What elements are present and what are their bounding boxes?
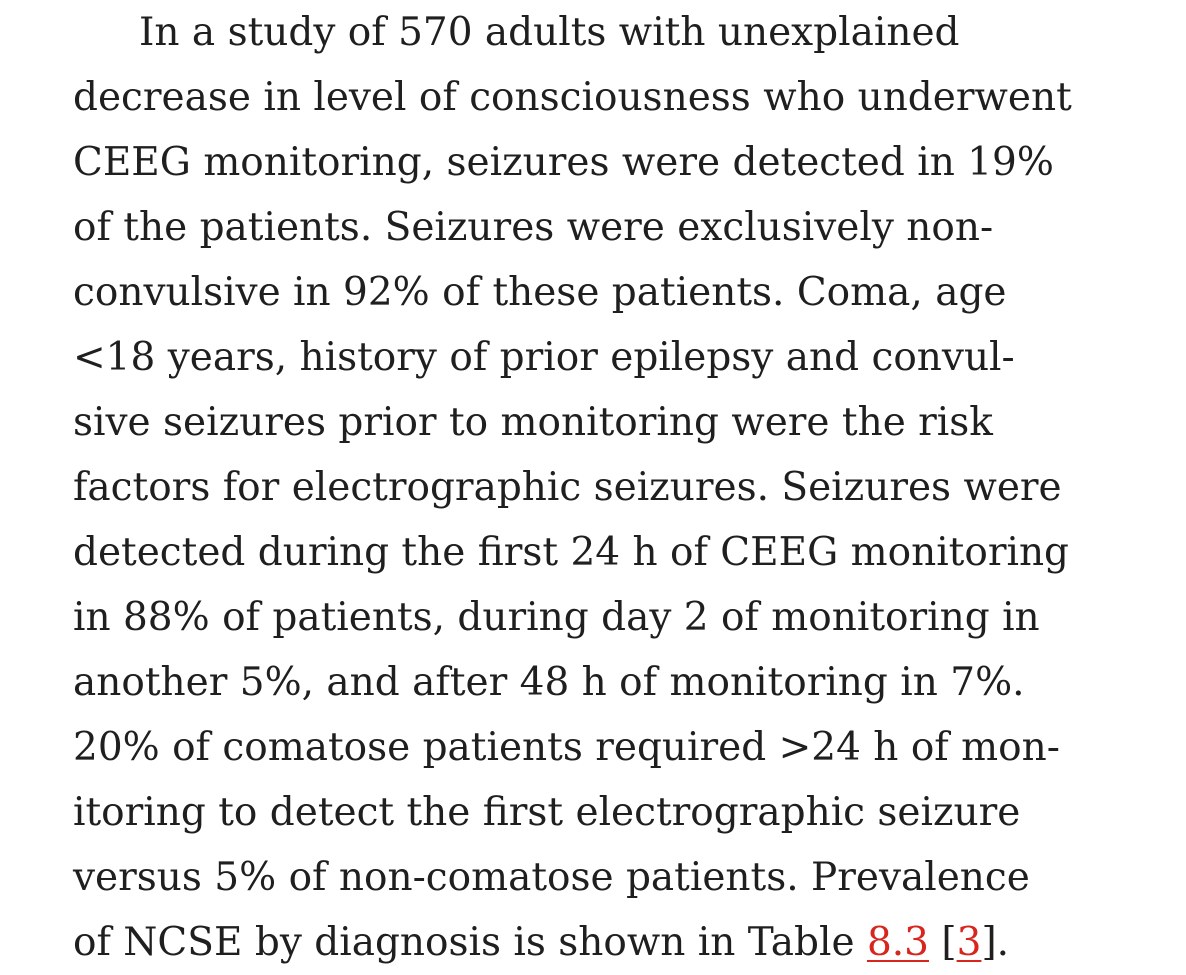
text-line: versus 5% of non-comatose patients. Prevalence (73, 855, 1030, 900)
text-line: CEEG monitoring, seizures were detected in 19% (73, 140, 1054, 185)
body-paragraph (73, 0, 1153, 975)
table-8-3-link[interactable]: 8.3 (866, 920, 929, 965)
final-line-text: of NCSE by diagnosis is shown in Table (73, 920, 867, 965)
text-line: another 5%, and after 48 h of monitoring in 7%. (73, 660, 1025, 705)
text-line: <18 years, history of prior epilepsy and convul- (73, 335, 1015, 380)
reference-close-bracket: ]. (981, 920, 1010, 965)
text-line: factors for electrographic seizures. Seizures were (73, 465, 1062, 510)
text-line: detected during the first 24 h of CEEG monitoring (73, 530, 1070, 575)
text-line: sive seizures prior to monitoring were the risk (73, 400, 993, 445)
text-line: 20% of comatose patients required >24 h of mon- (73, 725, 1060, 770)
text-line: convulsive in 92% of these patients. Coma, age (73, 270, 1007, 315)
reference-open-bracket: [ (928, 920, 957, 965)
text-line: In a study of 570 adults with unexplained (139, 10, 960, 55)
reference-3-link[interactable]: 3 (956, 920, 982, 965)
text-line: itoring to detect the first electrographic seizure (73, 790, 1021, 835)
text-line: in 88% of patients, during day 2 of monitoring in (73, 595, 1040, 640)
text-line: decrease in level of consciousness who underwent (73, 75, 1072, 120)
final-text-line (73, 910, 1153, 975)
text-line: of the patients. Seizures were exclusively non- (73, 205, 994, 250)
